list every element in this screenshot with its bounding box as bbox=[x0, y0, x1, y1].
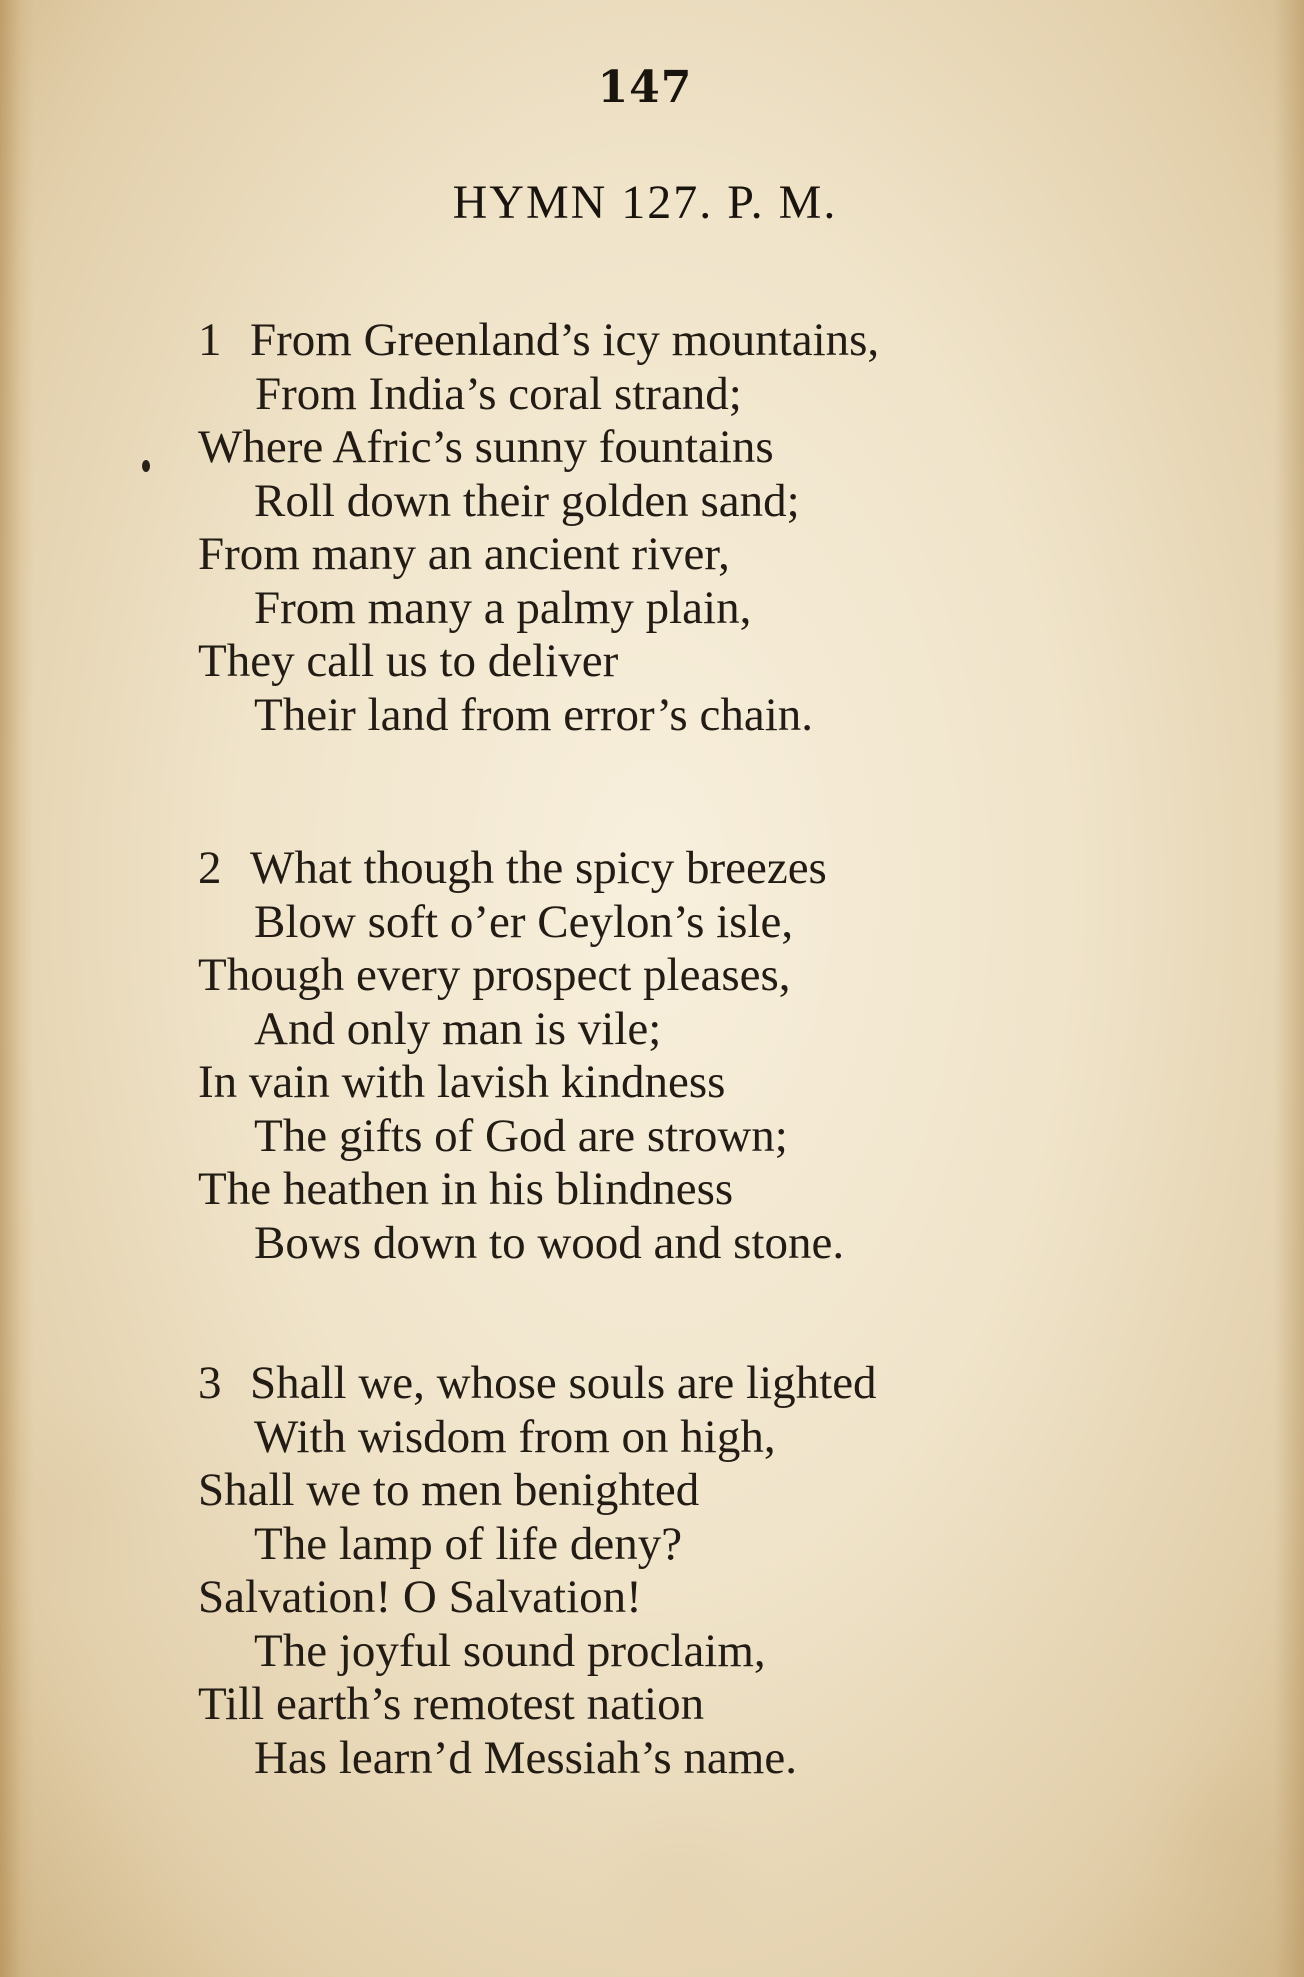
line-text: From many an ancient river, bbox=[198, 528, 730, 580]
line-text: In vain with lavish kindness bbox=[198, 1056, 726, 1108]
line-text: The heathen in his blindness bbox=[198, 1163, 734, 1215]
stanza-line bbox=[198, 689, 1218, 743]
stanza-number: 2 bbox=[198, 842, 222, 894]
line-text: Though every prospect pleases, bbox=[198, 949, 791, 1001]
stanza-number: 1 bbox=[198, 314, 222, 366]
stanza-3 bbox=[198, 1357, 1218, 1785]
line-text: The lamp of life deny? bbox=[254, 1517, 683, 1570]
ink-mark bbox=[142, 460, 150, 472]
line-text: From Greenland’s icy mountains, bbox=[250, 314, 880, 366]
line-text: Has learn’d Messiah’s name. bbox=[254, 1731, 797, 1784]
line-text: Their land from error’s chain. bbox=[254, 688, 813, 741]
stanza-line bbox=[198, 1217, 1218, 1271]
stanza-line bbox=[198, 1357, 1218, 1411]
stanza-line bbox=[198, 314, 1218, 368]
line-text: What though the spicy breezes bbox=[250, 842, 827, 894]
stanza-line bbox=[198, 1571, 1218, 1625]
stanza-line bbox=[198, 1056, 1218, 1110]
stanza-line bbox=[198, 1464, 1218, 1518]
hymn-title: HYMN 127. P. M. bbox=[452, 176, 838, 229]
stanza-line bbox=[198, 1625, 1218, 1679]
stanza-line bbox=[198, 421, 1218, 475]
line-text: From many a palmy plain, bbox=[254, 581, 752, 634]
stanza-line bbox=[198, 1003, 1218, 1057]
stanza-line bbox=[198, 1163, 1218, 1217]
stanza-line bbox=[198, 896, 1218, 950]
line-text: The joyful sound proclaim, bbox=[254, 1624, 766, 1677]
line-text: Roll down their golden sand; bbox=[254, 474, 800, 527]
page-number: 147 bbox=[597, 62, 693, 113]
stanza-number: 3 bbox=[198, 1357, 222, 1409]
stanza-line bbox=[198, 842, 1218, 896]
line-text: From India’s coral strand; bbox=[255, 367, 742, 420]
line-text: Till earth’s remotest nation bbox=[198, 1678, 705, 1730]
line-text: And only man is vile; bbox=[254, 1002, 662, 1055]
stanza-line bbox=[198, 1678, 1218, 1732]
line-text: Bows down to wood and stone. bbox=[254, 1216, 845, 1269]
stanza-line bbox=[198, 528, 1218, 582]
line-text: Where Afric’s sunny fountains bbox=[198, 421, 774, 473]
line-text: Shall we to men benighted bbox=[198, 1464, 700, 1516]
stanza-line bbox=[198, 1732, 1218, 1786]
stanza-line bbox=[198, 949, 1218, 1003]
stanza-line bbox=[198, 368, 1218, 422]
stanza-line bbox=[198, 475, 1218, 529]
line-text: With wisdom from on high, bbox=[254, 1410, 776, 1463]
stanza-line bbox=[198, 1518, 1218, 1572]
page-right-edge bbox=[1274, 0, 1304, 1977]
stanza-line bbox=[198, 635, 1218, 689]
line-text: Shall we, whose souls are lighted bbox=[250, 1357, 877, 1409]
line-text: The gifts of God are strown; bbox=[254, 1109, 788, 1162]
line-text: Salvation! O Salvation! bbox=[198, 1571, 642, 1623]
line-text: Blow soft o’er Ceylon’s isle, bbox=[254, 895, 794, 948]
stanza-line bbox=[198, 1110, 1218, 1164]
stanza-2 bbox=[198, 842, 1218, 1270]
page-spine-edge bbox=[0, 0, 34, 1977]
stanza-line bbox=[198, 1411, 1218, 1465]
stanza-line bbox=[198, 582, 1218, 636]
line-text: They call us to deliver bbox=[198, 635, 619, 687]
stanza-1 bbox=[198, 314, 1218, 742]
